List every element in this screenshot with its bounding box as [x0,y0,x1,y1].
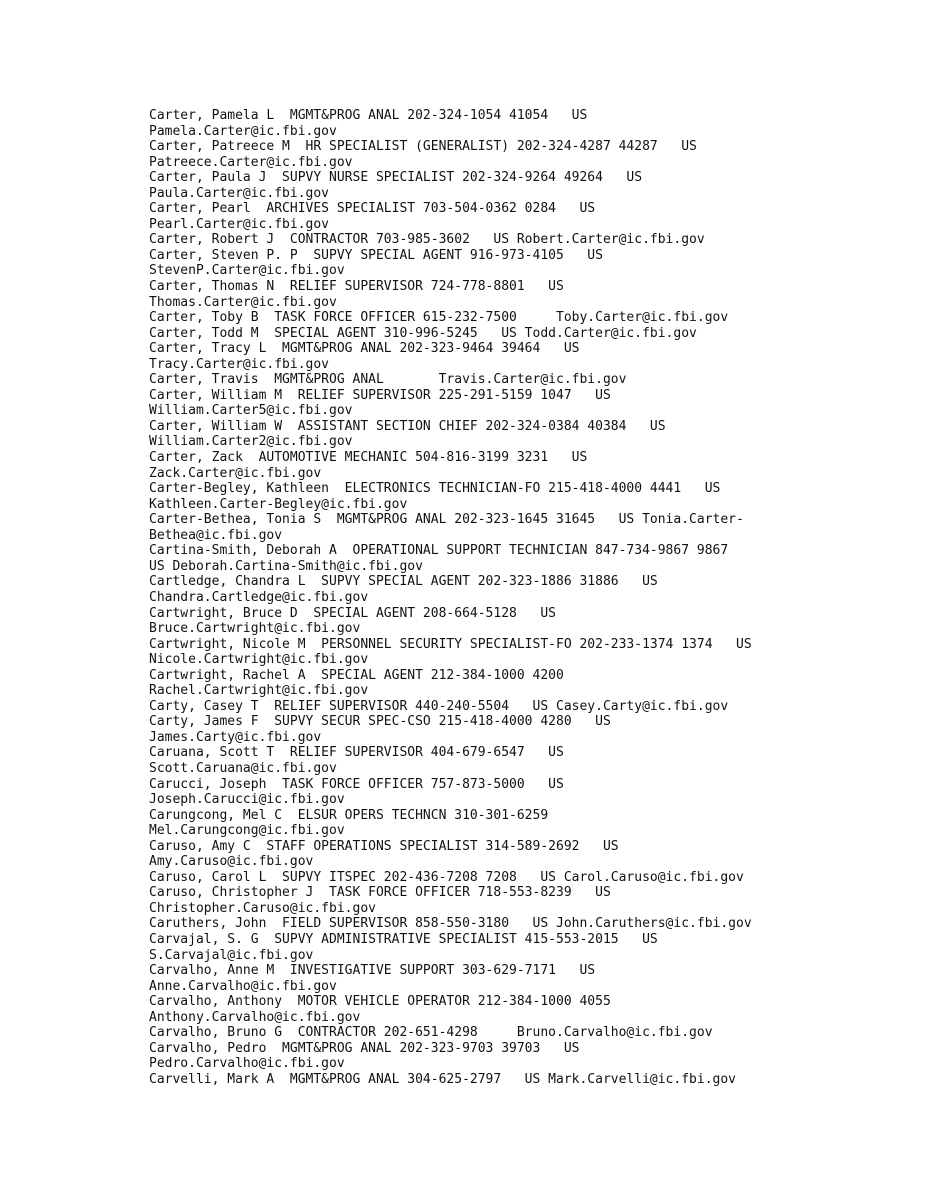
text-line: Carvalho, Anthony MOTOR VEHICLE OPERATOR 212-384-1000 4055 [149,994,611,1010]
text-line: Carter, Thomas N RELIEF SUPERVISOR 724-778-8801 US [149,279,564,295]
text-line: Carter, Robert J CONTRACTOR 703-985-3602 US Robert.Carter@ic.fbi.gov [149,232,705,248]
text-line: StevenP.Carter@ic.fbi.gov [149,263,345,279]
text-line: Carter-Begley, Kathleen ELECTRONICS TECHNICIAN-FO 215-418-4000 4441 US [149,481,721,497]
text-line: Anthony.Carvalho@ic.fbi.gov [149,1009,361,1025]
text-line: Joseph.Carucci@ic.fbi.gov [149,792,345,808]
text-line: Carter, Pearl ARCHIVES SPECIALIST 703-504-0362 0284 US [149,201,596,217]
text-line: William.Carter5@ic.fbi.gov [149,403,353,419]
text-line: Cartwright, Rachel A SPECIAL AGENT 212-384-1000 4200 [149,667,564,683]
text-line: Caruso, Carol L SUPVY ITSPEC 202-436-7208 7208 US Carol.Caruso@ic.fbi.gov [149,869,744,885]
text-line: S.Carvajal@ic.fbi.gov [149,947,314,963]
text-line: Kathleen.Carter-Begley@ic.fbi.gov [149,496,408,512]
text-line: Pearl.Carter@ic.fbi.gov [149,216,330,232]
text-line: Carter, Zack AUTOMOTIVE MECHANIC 504-816-3199 3231 US [149,450,588,466]
text-line: Bruce.Cartwright@ic.fbi.gov [149,621,361,637]
text-line: Cartwright, Bruce D SPECIAL AGENT 208-664-5128 US [149,605,556,621]
text-line: Caruana, Scott T RELIEF SUPERVISOR 404-679-6547 US [149,745,564,761]
text-line: Carter, Todd M SPECIAL AGENT 310-996-5245 US Todd.Carter@ic.fbi.gov [149,325,697,341]
text-line: Scott.Caruana@ic.fbi.gov [149,760,337,776]
text-line: James.Carty@ic.fbi.gov [149,729,322,745]
text-line: Carter, Tracy L MGMT&PROG ANAL 202-323-9464 39464 US [149,341,580,357]
text-line: Carvelli, Mark A MGMT&PROG ANAL 304-625-2797 US Mark.Carvelli@ic.fbi.gov [149,1071,736,1087]
text-line: Chandra.Cartledge@ic.fbi.gov [149,589,369,605]
text-line: Carter, Pamela L MGMT&PROG ANAL 202-324-1054 41054 US [149,108,588,123]
text-line: Carter, William W ASSISTANT SECTION CHIEF 202-324-0384 40384 US [149,418,666,434]
text-line: Carvalho, Anne M INVESTIGATIVE SUPPORT 303-629-7171 US [149,963,596,979]
text-line: Carucci, Joseph TASK FORCE OFFICER 757-873-5000 US [149,776,564,792]
text-line: Christopher.Caruso@ic.fbi.gov [149,900,376,916]
text-line: US Deborah.Cartina-Smith@ic.fbi.gov [149,558,423,574]
text-line: Carter, Steven P. P SUPVY SPECIAL AGENT 916-973-4105 US [149,247,603,263]
text-line: Carvajal, S. G SUPVY ADMINISTRATIVE SPECIALIST 415-553-2015 US [149,931,658,947]
text-line: Cartina-Smith, Deborah A OPERATIONAL SUPPORT TECHNICIAN 847-734-9867 9867 [149,543,729,559]
text-line: Carter, William M RELIEF SUPERVISOR 225-291-5159 1047 US [149,387,611,403]
text-line: Carter, Travis MGMT&PROG ANAL Travis.Carter@ic.fbi.gov [149,372,627,388]
text-line: Bethea@ic.fbi.gov [149,527,283,543]
text-line: Carvalho, Pedro MGMT&PROG ANAL 202-323-9703 39703 US [149,1040,580,1056]
text-line: Rachel.Cartwright@ic.fbi.gov [149,683,369,699]
text-line: Paula.Carter@ic.fbi.gov [149,185,330,201]
text-line: Carty, Casey T RELIEF SUPERVISOR 440-240-5504 US Casey.Carty@ic.fbi.gov [149,698,729,714]
text-line: Carvalho, Bruno G CONTRACTOR 202-651-4298 Bruno.Carvalho@ic.fbi.gov [149,1025,713,1041]
text-line: Carungcong, Mel C ELSUR OPERS TECHNCN 310-301-6259 [149,807,549,823]
text-line: Pedro.Carvalho@ic.fbi.gov [149,1056,345,1072]
text-line: Mel.Carungcong@ic.fbi.gov [149,823,345,839]
text-line: Caruso, Christopher J TASK FORCE OFFICER 718-553-8239 US [149,885,611,901]
text-line: William.Carter2@ic.fbi.gov [149,434,353,450]
text-line: Patreece.Carter@ic.fbi.gov [149,154,353,170]
text-line: Caruso, Amy C STAFF OPERATIONS SPECIALIST 314-589-2692 US [149,838,619,854]
text-line: Carter-Bethea, Tonia S MGMT&PROG ANAL 202-323-1645 31645 US Tonia.Carter- [149,512,744,528]
text-line: Amy.Caruso@ic.fbi.gov [149,854,314,870]
text-line: Zack.Carter@ic.fbi.gov [149,465,322,481]
text-line: Tracy.Carter@ic.fbi.gov [149,356,330,372]
text-line: Carter, Paula J SUPVY NURSE SPECIALIST 202-324-9264 49264 US [149,170,643,186]
text-line: Carty, James F SUPVY SECUR SPEC-CSO 215-418-4000 4280 US [149,714,611,730]
text-line: Cartwright, Nicole M PERSONNEL SECURITY SPECIALIST-FO 202-233-1374 1374 US [149,636,752,652]
text-line: Cartledge, Chandra L SUPVY SPECIAL AGENT 202-323-1886 31886 US [149,574,658,590]
text-line: Pamela.Carter@ic.fbi.gov [149,123,337,139]
directory-page [149,108,909,1087]
text-line: Carter, Toby B TASK FORCE OFFICER 615-232-7500 Toby.Carter@ic.fbi.gov [149,310,729,326]
text-line: Carter, Patreece M HR SPECIALIST (GENERALIST) 202-324-4287 44287 US [149,139,697,155]
text-line: Anne.Carvalho@ic.fbi.gov [149,978,337,994]
text-line: Thomas.Carter@ic.fbi.gov [149,294,337,310]
text-line: Caruthers, John FIELD SUPERVISOR 858-550-3180 US John.Caruthers@ic.fbi.gov [149,916,752,932]
text-line: Nicole.Cartwright@ic.fbi.gov [149,652,369,668]
